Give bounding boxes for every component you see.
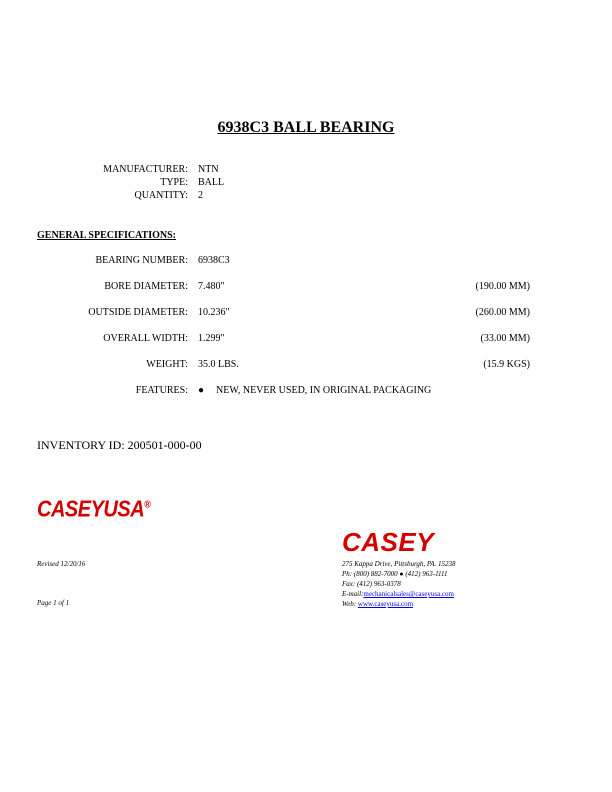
fax-line: Fax: (412) 963-0378 — [342, 580, 401, 588]
quantity-value: 2 — [198, 190, 203, 201]
caseyusa-logo: CASEYUSA® — [37, 497, 151, 523]
registered-mark: ® — [144, 498, 151, 510]
casey-logo: CASEY — [342, 527, 435, 557]
weight-value: 35.0 LBS. — [198, 359, 239, 370]
inventory-value: 200501-000-00 — [127, 438, 202, 452]
outside-diameter-metric: (260.00 MM) — [475, 307, 530, 318]
feature-item — [198, 385, 431, 396]
bore-diameter-metric: (190.00 MM) — [475, 281, 530, 292]
address-line: 275 Kappa Drive, Pittsburgh, PA. 15238 — [342, 560, 456, 568]
overall-width-metric: (33.00 MM) — [480, 333, 530, 344]
weight-metric: (15.9 KGS) — [483, 359, 530, 370]
document-title: 6938C3 BALL BEARING — [217, 119, 395, 136]
manufacturer-label: MANUFACTURER: — [103, 164, 188, 175]
inventory-label: INVENTORY ID: — [37, 438, 125, 452]
company-contact — [342, 559, 456, 609]
inventory-id — [37, 438, 202, 453]
type-value: BALL — [198, 177, 225, 188]
revised-date: Revised 12/20/16 — [37, 560, 86, 568]
general-specifications-heading: GENERAL SPECIFICATIONS: — [37, 230, 177, 241]
weight-label: WEIGHT: — [146, 359, 188, 370]
bearing-number-label: BEARING NUMBER: — [95, 255, 188, 266]
outside-diameter-label: OUTSIDE DIAMETER: — [88, 307, 188, 318]
bore-diameter-label: BORE DIAMETER: — [104, 281, 188, 292]
email-link[interactable]: mechanicalsales@caseyusa.com — [363, 590, 454, 598]
type-label: TYPE: — [160, 177, 188, 188]
bore-diameter-value: 7.480" — [198, 281, 225, 292]
feature-text: NEW, NEVER USED, IN ORIGINAL PACKAGING — [216, 385, 432, 396]
phone-line: Ph: (800) 882-7000 ● (412) 963-1111 — [342, 570, 448, 578]
manufacturer-value: NTN — [198, 164, 219, 175]
overall-width-label: OVERALL WIDTH: — [103, 333, 188, 344]
outside-diameter-value: 10.236" — [198, 307, 230, 318]
quantity-label: QUANTITY: — [134, 190, 188, 201]
web-line: Web: www.caseyusa.com — [342, 600, 414, 608]
page-number: Page 1 of 1 — [37, 599, 70, 607]
features-label: FEATURES: — [135, 385, 188, 396]
overall-width-value: 1.299" — [198, 333, 225, 344]
email-line: E-mail:mechanicalsales@caseyusa.com — [342, 590, 454, 598]
web-link[interactable]: www.caseyusa.com — [357, 600, 414, 608]
bullet-icon: ● — [198, 385, 205, 396]
bearing-number-value: 6938C3 — [198, 255, 230, 266]
